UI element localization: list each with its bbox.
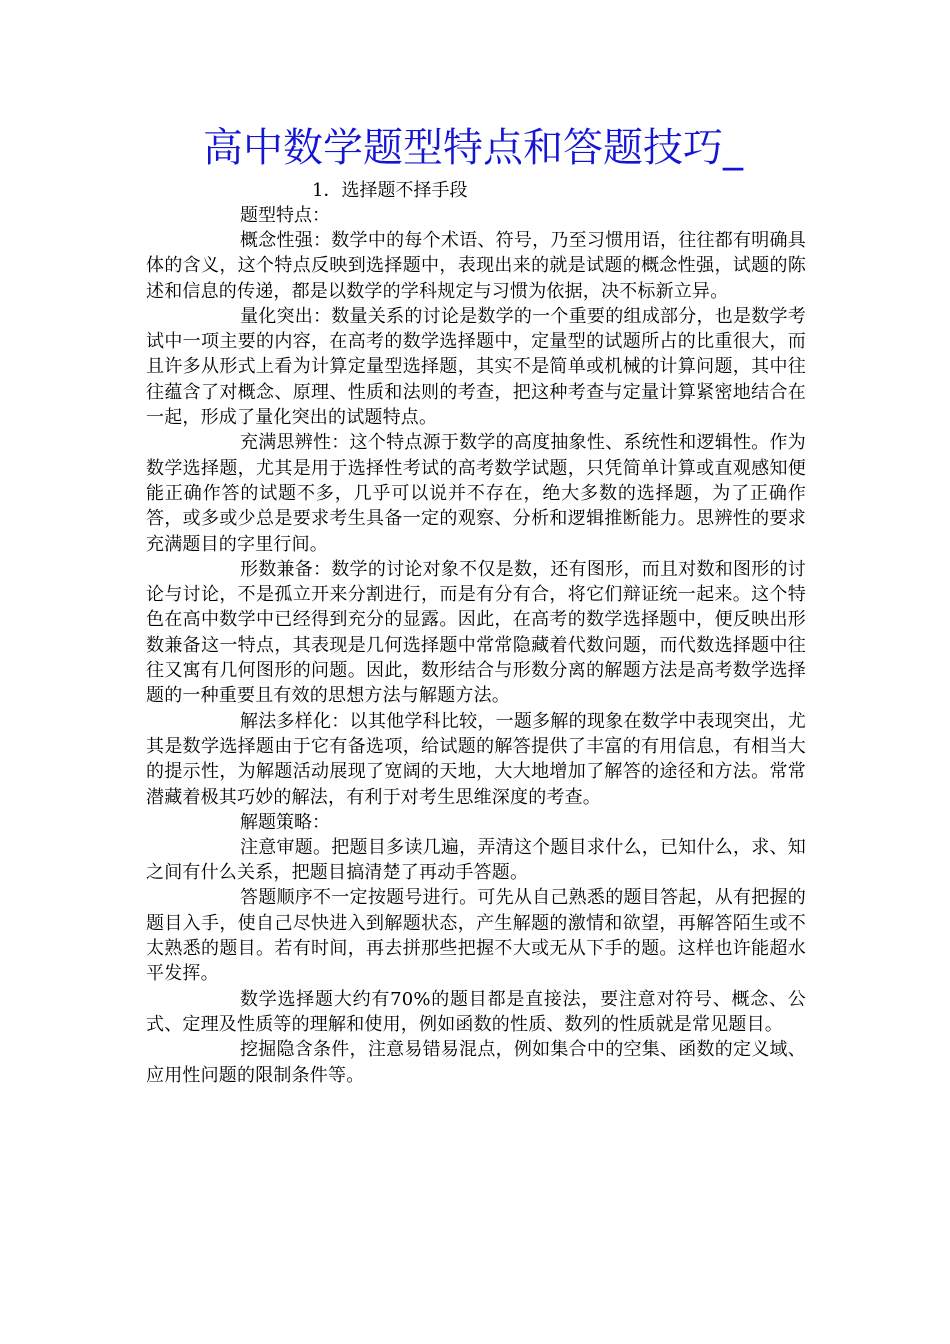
strategy-paragraph-direct-method: 数学选择题大约有70%的题目都是直接法，要注意对符号、概念、公式、定理及性质等的理解和使用，例如函数的性质、数列的性质就是常见题目。 [146, 988, 806, 1035]
document-page [146, 118, 806, 1088]
feature-paragraph-reasoning: 充满思辨性：这个特点源于数学的高度抽象性、系统性和逻辑性。作为数学选择题，尤其是用于选择性考试的高考数学试题，只凭简单计算或直观感知便能正确作答的试题不多，几乎可以说并不存在，绝大多数的选择题，为了正确作答，或多或少总是要求考生具备一定的观察、分析和逻辑推断能力。思辨性的要求充满题目的字里行间。 [146, 432, 806, 555]
feature-paragraph-diverse-methods: 解法多样化：以其他学科比较，一题多解的现象在数学中表现突出，尤其是数学选择题由于它有备选项，给试题的解答提供了丰富的有用信息，有相当大的提示性，为解题活动展现了宽阔的天地，大大地增加了解答的途径和方法。常常潜藏着极其巧妙的解法，有利于对考生思维深度的考查。 [146, 710, 806, 808]
document-title: 高中数学题型特点和答题技巧_ [203, 125, 743, 171]
section-heading: 1．选择题不择手段 [312, 180, 468, 201]
strategy-paragraph-read-carefully: 注意审题。把题目多读几遍，弄清这个题目求什么，已知什么，求、知之间有什么关系，把题目搞清楚了再动手答题。 [146, 836, 806, 884]
features-heading: 题型特点： [240, 205, 330, 226]
feature-paragraph-concept: 概念性强：数学中的每个术语、符号，乃至习惯用语，往往都有明确具体的含义，这个特点反映到选择题中，表现出来的就是试题的概念性强，试题的陈述和信息的传递，都是以数学的学科规定与习惯为依据，决不标新立异。 [146, 230, 806, 302]
feature-paragraph-quantitative: 量化突出：数量关系的讨论是数学的一个重要的组成部分，也是数学考试中一项主要的内容，在高考的数学选择题中，定量型的试题所占的比重很大，而且许多从形式上看为计算定量型选择题，其实不是简单或机械的计算问题，其中往往蕴含了对概念、原理、性质和法则的考查，把这种考查与定量计算紧密地结合在一起，形成了量化突出的试题特点。 [146, 305, 806, 429]
strategy-paragraph-hidden-conditions: 挖掘隐含条件，注意易错易混点，例如集合中的空集、函数的定义域、应用性问题的限制条件等。 [146, 1039, 806, 1086]
feature-paragraph-shape-number: 形数兼备：数学的讨论对象不仅是数，还有图形，而且对数和图形的讨论与讨论，不是孤立开来分割进行，而是有分有合，将它们辩证统一起来。这个特色在高中数学中已经得到充分的显露。因此，在高考的数学选择题中，便反映出形数兼备这一特点，其表现是几何选择题中常常隐藏着代数问题，而代数选择题中往往又寓有几何图形的问题。因此，数形结合与形数分离的解题方法是高考数学选择题的一种重要且有效的思想方法与解题方法。 [146, 558, 806, 707]
strategies-heading: 解题策略： [240, 811, 330, 833]
strategy-paragraph-order: 答题顺序不一定按题号进行。可先从自己熟悉的题目答起，从有把握的题目入手，使自己尽快进入到解题状态，产生解题的激情和欲望，再解答陌生或不太熟悉的题目。若有时间，再去拼那些把握不大或无从下手的题。这样也许能超水平发挥。 [146, 887, 806, 985]
